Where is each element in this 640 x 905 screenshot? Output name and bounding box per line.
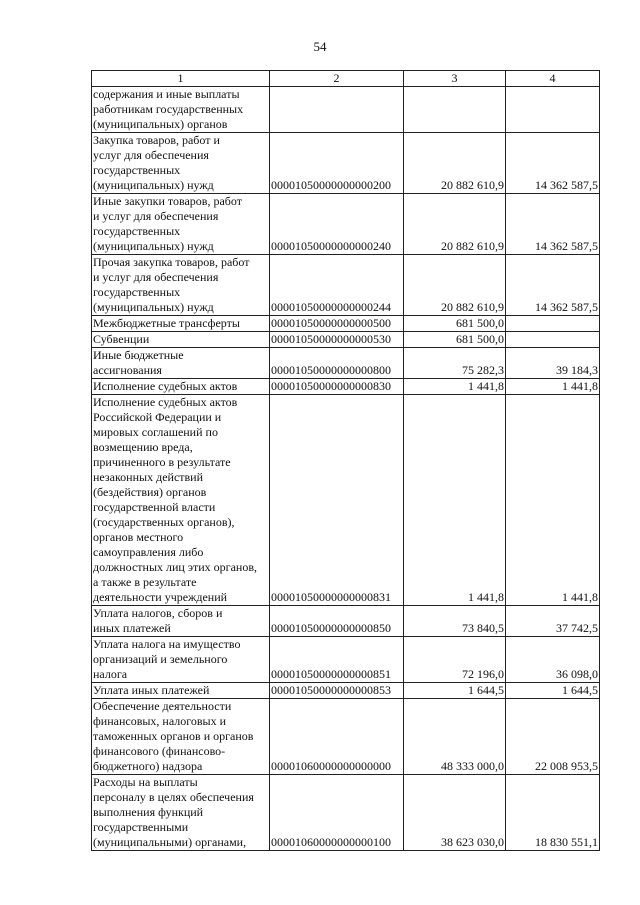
budget-code-cell: 00001050000000000200 <box>270 133 404 194</box>
header-cell-col1: 1 <box>92 71 270 87</box>
budget-code-cell: 00001050000000000830 <box>270 379 404 395</box>
budget-code-cell: 00001050000000000853 <box>270 683 404 699</box>
expense-name-cell: Обеспечение деятельности финансовых, налоговых и таможенных органов и органов финансового (финансово- бюджетного) надзора <box>92 699 270 775</box>
page-number: 54 <box>313 39 327 54</box>
table-row <box>92 348 600 379</box>
amount-col4-cell: 1 644,5 <box>506 683 600 699</box>
expense-name-cell: Межбюджетные трансферты <box>92 316 270 332</box>
table-row <box>92 87 600 133</box>
amount-col4-cell: 22 008 953,5 <box>506 699 600 775</box>
amount-col3-cell: 73 840,5 <box>404 606 506 637</box>
amount-col4-cell: 14 362 587,5 <box>506 133 600 194</box>
amount-col4-cell: 18 830 551,1 <box>506 775 600 851</box>
expense-name-cell: Закупка товаров, работ и услуг для обеспечения государственных (муниципальных) нужд <box>92 133 270 194</box>
budget-code-cell: 00001050000000000831 <box>270 395 404 606</box>
amount-col4-cell: 37 742,5 <box>506 606 600 637</box>
amount-col4-cell <box>506 316 600 332</box>
table-row <box>92 683 600 699</box>
budget-code-cell: 00001060000000000000 <box>270 699 404 775</box>
amount-col4-cell: 14 362 587,5 <box>506 194 600 255</box>
amount-col4-cell <box>506 87 600 133</box>
table-row <box>92 194 600 255</box>
budget-code-cell: 00001050000000000800 <box>270 348 404 379</box>
amount-col3-cell: 681 500,0 <box>404 316 506 332</box>
table-row <box>92 332 600 348</box>
table-row <box>92 395 600 606</box>
header-cell-col3: 3 <box>404 71 506 87</box>
amount-col3-cell: 38 623 030,0 <box>404 775 506 851</box>
amount-col3-cell: 1 644,5 <box>404 683 506 699</box>
budget-code-cell: 00001050000000000244 <box>270 255 404 316</box>
expense-name-cell: Прочая закупка товаров, работ и услуг для обеспечения государственных (муниципальных) нужд <box>92 255 270 316</box>
amount-col3-cell: 72 196,0 <box>404 637 506 683</box>
expense-name-cell: Иные закупки товаров, работ и услуг для обеспечения государственных (муниципальных) нужд <box>92 194 270 255</box>
budget-code-cell: 00001050000000000851 <box>270 637 404 683</box>
budget-code-cell: 00001060000000000100 <box>270 775 404 851</box>
expense-name-cell: содержания и иные выплаты работникам государственных (муниципальных) органов <box>92 87 270 133</box>
amount-col3-cell: 1 441,8 <box>404 395 506 606</box>
budget-code-cell: 00001050000000000500 <box>270 316 404 332</box>
header-cell-col4: 4 <box>506 71 600 87</box>
table-row <box>92 379 600 395</box>
amount-col4-cell: 36 098,0 <box>506 637 600 683</box>
table-row <box>92 775 600 851</box>
amount-col4-cell: 1 441,8 <box>506 379 600 395</box>
amount-col3-cell: 20 882 610,9 <box>404 255 506 316</box>
header-cell-col2: 2 <box>270 71 404 87</box>
budget-code-cell: 00001050000000000240 <box>270 194 404 255</box>
expense-name-cell: Исполнение судебных актов Российской Федерации и мировых соглашений по возмещению вреда, причиненного в результате незаконных действий (бездействия) органов государственной власти (государственных органов), органов местного самоуправления либо должностных лиц этих органов, а также в результате деятельности учреждений <box>92 395 270 606</box>
amount-col4-cell: 39 184,3 <box>506 348 600 379</box>
amount-col3-cell: 20 882 610,9 <box>404 194 506 255</box>
budget-code-cell: 00001050000000000850 <box>270 606 404 637</box>
amount-col3-cell <box>404 87 506 133</box>
table-row <box>92 637 600 683</box>
table-header-row <box>92 71 600 87</box>
budget-table-body <box>92 71 600 851</box>
table-row <box>92 699 600 775</box>
amount-col3-cell: 681 500,0 <box>404 332 506 348</box>
amount-col3-cell: 20 882 610,9 <box>404 133 506 194</box>
table-row <box>92 133 600 194</box>
table-row <box>92 255 600 316</box>
expense-name-cell: Уплата иных платежей <box>92 683 270 699</box>
expense-name-cell: Расходы на выплаты персоналу в целях обеспечения выполнения функций государственными (муниципальными) органами, <box>92 775 270 851</box>
expense-name-cell: Исполнение судебных актов <box>92 379 270 395</box>
budget-table <box>91 70 600 851</box>
table-row <box>92 606 600 637</box>
amount-col3-cell: 75 282,3 <box>404 348 506 379</box>
expense-name-cell: Субвенции <box>92 332 270 348</box>
amount-col3-cell: 1 441,8 <box>404 379 506 395</box>
expense-name-cell: Иные бюджетные ассигнования <box>92 348 270 379</box>
amount-col4-cell: 1 441,8 <box>506 395 600 606</box>
amount-col4-cell <box>506 332 600 348</box>
table-row <box>92 316 600 332</box>
amount-col3-cell: 48 333 000,0 <box>404 699 506 775</box>
expense-name-cell: Уплата налогов, сборов и иных платежей <box>92 606 270 637</box>
budget-code-cell <box>270 87 404 133</box>
amount-col4-cell: 14 362 587,5 <box>506 255 600 316</box>
budget-code-cell: 00001050000000000530 <box>270 332 404 348</box>
expense-name-cell: Уплата налога на имущество организаций и земельного налога <box>92 637 270 683</box>
